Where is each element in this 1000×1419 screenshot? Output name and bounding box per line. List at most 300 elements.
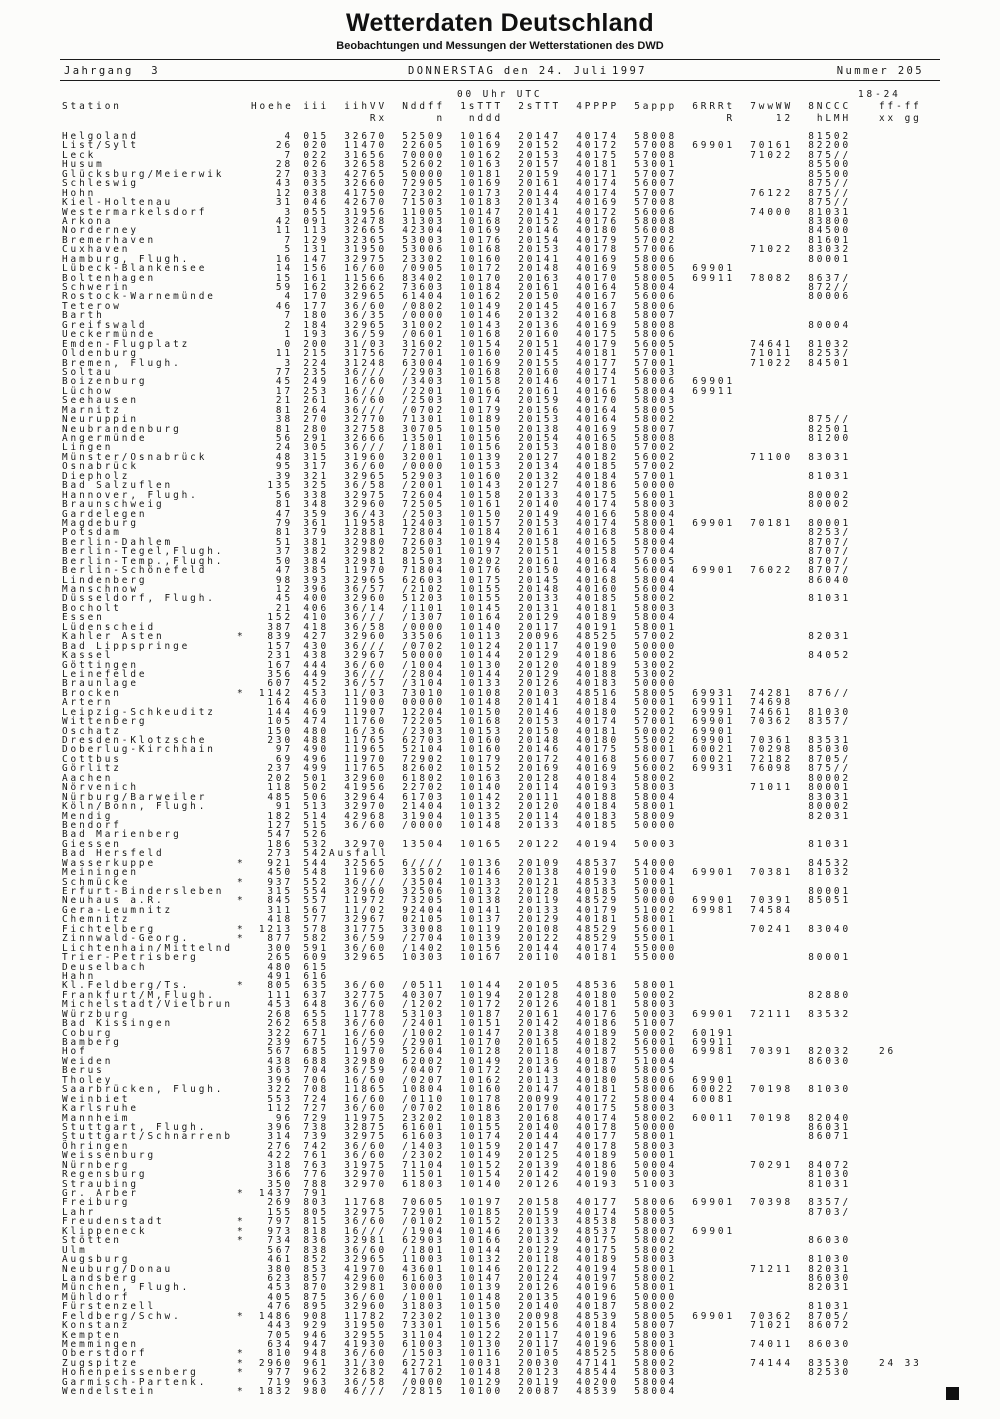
cell: 460 [303, 697, 329, 709]
cell: 72302 [402, 1310, 445, 1322]
cell: Berlin-Schönefeld [62, 565, 208, 577]
cell: 224 [303, 357, 329, 369]
cell [237, 1038, 251, 1047]
cell [851, 1331, 971, 1340]
cell: Karlsruhe [62, 1103, 139, 1115]
cell: 20160 [518, 329, 561, 341]
cell: 40177 [576, 1131, 619, 1143]
cell: 74698 [750, 697, 793, 709]
cell: 10167 [460, 952, 503, 964]
cell [851, 906, 971, 915]
cell: 56006 [634, 291, 677, 303]
cell: Lahr [62, 1206, 97, 1218]
cell: /1202 [402, 999, 445, 1011]
cell: 127 [267, 819, 293, 831]
cell: 506 [303, 791, 329, 803]
cell: 48539 [576, 1310, 619, 1322]
cell: 55000 [634, 952, 677, 964]
cell: 10160 [460, 470, 503, 482]
cell [851, 802, 971, 811]
cell: 53002 [634, 659, 677, 671]
cell: 15 [275, 272, 293, 284]
cell: 33008 [402, 923, 445, 935]
cell: Michelstadt/Vielbrun [62, 999, 233, 1011]
cell: 56002 [634, 451, 677, 463]
cell [237, 1066, 251, 1075]
cell [851, 425, 971, 434]
cell: 180 [303, 310, 329, 322]
cell [237, 1076, 251, 1085]
cell: 40177 [576, 357, 619, 369]
cell [677, 1340, 735, 1349]
cell: 40180 [576, 442, 619, 454]
cell [677, 236, 735, 245]
cell: 10170 [460, 272, 503, 284]
cell: Düsseldorf, Flugh. [62, 593, 216, 605]
header-cell: 7wwWW [750, 101, 793, 112]
cell: 020 [303, 140, 329, 152]
cell: 410 [303, 612, 329, 624]
cell: 20133 [518, 904, 561, 916]
cell: 40175 [576, 1235, 619, 1247]
cell: München, Flugh. [62, 1282, 191, 1294]
cell [677, 661, 735, 670]
cell: 10150 [460, 423, 503, 435]
cell: Hannover, Flugh. [62, 489, 199, 501]
cell: 58004 [634, 508, 677, 520]
cell [677, 189, 735, 198]
cell: 71021 [750, 1320, 793, 1332]
cell: Nürburg/Barweiler [62, 791, 208, 803]
cell: 42 [275, 215, 293, 227]
cell: 164 [267, 697, 293, 709]
cell: 845 [267, 895, 293, 907]
cell [851, 510, 971, 519]
cell: 81502 [808, 131, 851, 142]
cell: 84501 [808, 357, 851, 369]
cell [851, 368, 971, 377]
cell: Emden-Flugplatz [62, 338, 191, 350]
cell: 20136 [518, 1055, 561, 1067]
cell: 40174 [576, 716, 619, 728]
cell [851, 340, 971, 349]
cell: 10155 [460, 1121, 503, 1133]
header-cell: 12 [775, 112, 793, 124]
cell: Stötten [62, 1235, 122, 1247]
cell: 20145 [518, 300, 561, 312]
cell: Boizenburg [62, 376, 148, 388]
cell [851, 349, 971, 358]
cell [851, 236, 971, 245]
cell: 40181 [576, 952, 619, 964]
cell: 11760 [344, 716, 387, 728]
cell: 10187 [460, 1008, 503, 1020]
cell: 963 [303, 1376, 329, 1388]
cell: 69901 [692, 1008, 735, 1020]
cell: 135 [267, 480, 293, 492]
cell [677, 821, 735, 830]
cell [851, 896, 971, 905]
cell: 803 [303, 1197, 329, 1209]
cell: 40169 [576, 423, 619, 435]
cell: 21 [275, 602, 293, 614]
cell: 249 [303, 376, 329, 388]
cell: 69901 [692, 725, 735, 737]
cell: 31656 [344, 149, 387, 161]
cell [793, 1378, 851, 1387]
cell: 36/60 [344, 1216, 387, 1228]
cell: 60191 [692, 1027, 735, 1039]
cell [237, 1170, 251, 1179]
cell: 31/30 [344, 1357, 387, 1369]
cell: 72111 [750, 1008, 793, 1020]
cell: 453 [267, 1282, 293, 1294]
cell [677, 1378, 735, 1387]
cell: 58004 [634, 536, 677, 548]
cell: /1402 [402, 942, 445, 954]
cell: 20138 [518, 423, 561, 435]
cell [237, 208, 251, 217]
cell [851, 453, 971, 462]
cell: 36/59 [344, 1065, 387, 1077]
cell [735, 481, 793, 490]
cell [851, 330, 971, 339]
cell: 71022 [750, 244, 793, 256]
cell: 10172 [460, 263, 503, 275]
cell: 929 [303, 1320, 329, 1332]
cell: 58002 [634, 1112, 677, 1124]
cell: 839 [267, 631, 293, 643]
cell: 58002 [634, 1272, 677, 1284]
cell: 56003 [634, 366, 677, 378]
cell: 708 [303, 1084, 329, 1096]
cell [237, 377, 251, 386]
cell: Berus [62, 1065, 105, 1077]
cell: Lübeck-Blankensee [62, 263, 208, 275]
cell [851, 830, 971, 839]
cell: 8705/ [808, 753, 851, 765]
cell [851, 604, 971, 613]
table-row [62, 963, 1000, 972]
cell: 31 [275, 197, 293, 209]
cell: 738 [303, 1121, 329, 1133]
cell: Würzburg [62, 1008, 131, 1020]
cell: 40189 [576, 1254, 619, 1266]
cell: Memmingen [62, 1339, 139, 1350]
cell: 58001 [634, 621, 677, 633]
cell: 40188 [576, 791, 619, 803]
cell: 36/60 [344, 659, 387, 671]
cell: 10160 [460, 1084, 503, 1096]
cell: 72905 [402, 178, 445, 190]
cell: 32964 [344, 791, 387, 803]
cell [237, 717, 251, 726]
cell: 31803 [402, 1301, 445, 1313]
cell: 20153 [518, 442, 561, 454]
cell: 20132 [518, 470, 561, 482]
cell: Chemnitz [62, 914, 131, 926]
cell: 63004 [402, 357, 445, 369]
cell [735, 1227, 793, 1236]
cell: 58006 [634, 300, 677, 312]
cell: 10169 [460, 178, 503, 190]
cell: 72804 [402, 527, 445, 539]
cell: 20161 [518, 555, 561, 567]
cell [677, 396, 735, 405]
cell: 58004 [634, 574, 677, 586]
cell: 83031 [808, 791, 851, 803]
cell: 36/// [344, 640, 387, 652]
cell [561, 963, 619, 972]
cell [237, 292, 251, 301]
cell: 40164 [576, 404, 619, 416]
cell [735, 1057, 793, 1066]
cell: 61003 [402, 1339, 445, 1350]
cell: 74584 [750, 904, 793, 916]
cell: Weiden [62, 1055, 114, 1067]
cell [677, 500, 735, 509]
cell: 20134 [518, 461, 561, 473]
cell: 81503 [402, 555, 445, 567]
cell [237, 491, 251, 500]
cell: 177 [303, 300, 329, 312]
cell: 265 [267, 952, 293, 964]
cell: 10160 [460, 253, 503, 265]
cell: 32980 [344, 1055, 387, 1067]
cell: 2960 [258, 1357, 293, 1369]
cell: 20152 [518, 215, 561, 227]
cell [237, 311, 251, 320]
cell [237, 1293, 251, 1302]
cell: 20118 [518, 1254, 561, 1266]
table-row [62, 1180, 1000, 1189]
cell: 32970 [344, 801, 387, 813]
cell: 40169 [576, 763, 619, 775]
cell: 48525 [576, 1348, 619, 1360]
cell: 20140 [518, 1301, 561, 1313]
cell: 40183 [576, 810, 619, 822]
cell [677, 1151, 735, 1160]
cell: Bremerhaven [62, 234, 156, 246]
cell [735, 491, 793, 500]
cell: 40164 [576, 565, 619, 577]
cell: 553 [267, 1093, 293, 1105]
cell: Oldenburg [62, 348, 139, 360]
cell: 42968 [344, 810, 387, 822]
cell [735, 321, 793, 330]
cell [677, 1123, 735, 1132]
cell [237, 141, 251, 150]
cell: 20105 [518, 1348, 561, 1360]
cell: 85500 [808, 168, 851, 180]
cell [677, 425, 735, 434]
cell: 10168 [460, 716, 503, 728]
cell [677, 217, 735, 226]
cell: 61404 [402, 291, 445, 303]
cell [677, 434, 735, 443]
cell: 50000 [634, 819, 677, 831]
cell [793, 1217, 851, 1226]
cell [793, 661, 851, 670]
cell: /1002 [402, 1027, 445, 1039]
cell [851, 359, 971, 368]
cell: 76122 [750, 187, 793, 199]
cell: 85030 [808, 744, 851, 756]
cell: 385 [303, 565, 329, 577]
cell: 50003 [634, 838, 677, 850]
cell [851, 661, 971, 670]
cell: 86031 [808, 1121, 851, 1133]
cell [677, 670, 735, 679]
cell: /0702 [402, 640, 445, 652]
cell: 20136 [518, 319, 561, 331]
cell [237, 1029, 251, 1038]
cell: 36/60 [344, 1291, 387, 1303]
cell [735, 472, 793, 481]
cell: Konstanz [62, 1320, 131, 1332]
cell: Schmücke [62, 876, 131, 888]
cell: 58004 [634, 1376, 677, 1388]
cell: 875// [808, 149, 851, 161]
cell: 10148 [460, 1291, 503, 1303]
cell: /2102 [402, 584, 445, 595]
cell: /2001 [402, 480, 445, 492]
cell: 461 [267, 1254, 293, 1266]
cell: 40169 [576, 319, 619, 331]
cell: 50001 [634, 886, 677, 897]
cell: 40166 [576, 385, 619, 397]
cell: 20144 [518, 187, 561, 199]
cell [851, 1208, 971, 1217]
cell: 57001 [634, 716, 677, 728]
cell: Hohn [62, 187, 97, 199]
cell: 20153 [518, 414, 561, 426]
cell: 50003 [634, 1169, 677, 1181]
cell: 36/60 [344, 300, 387, 312]
cell: 58002 [634, 772, 677, 784]
cell: /2401 [402, 1018, 445, 1030]
cell: 40180 [576, 1074, 619, 1086]
cell: 58002 [634, 1235, 677, 1247]
cell: 36/60 [344, 1140, 387, 1152]
cell [793, 1019, 851, 1028]
cell: 20161 [518, 178, 561, 190]
cell: 10151 [460, 1018, 503, 1030]
cell [503, 963, 561, 972]
table-row [62, 821, 1000, 830]
cell [677, 321, 735, 330]
cell: * [237, 923, 246, 935]
cell: Landsberg [62, 1272, 139, 1284]
cell: 71100 [750, 451, 793, 463]
cell [677, 934, 735, 943]
cell [851, 764, 971, 773]
cell [851, 1085, 971, 1094]
cell [735, 425, 793, 434]
cell: 147 [303, 253, 329, 265]
cell: 32965 [344, 1254, 387, 1266]
table-row [62, 840, 1000, 849]
cell: 40169 [576, 263, 619, 275]
cell [851, 868, 971, 877]
cell: 13504 [402, 838, 445, 850]
cell: 40186 [576, 1018, 619, 1030]
cell: Neuburg/Donau [62, 1263, 174, 1275]
cell [677, 453, 735, 462]
cell: 40177 [576, 1197, 619, 1209]
header-cell: iii [303, 101, 329, 112]
cell: Stuttgart, Flugh. [62, 1121, 208, 1133]
cell: 20154 [518, 234, 561, 246]
cell: 380 [267, 1263, 293, 1275]
cell: Bad Marienberg [62, 829, 182, 841]
cell: 40197 [576, 1272, 619, 1284]
cell [237, 481, 251, 490]
cell: /1001 [402, 1291, 445, 1303]
cell [851, 406, 971, 415]
cell: 70291 [750, 1159, 793, 1171]
cell: 51003 [634, 1178, 677, 1190]
cell: Diepholz [62, 470, 131, 482]
cell [793, 1066, 851, 1075]
cell: 20129 [518, 650, 561, 662]
cell: 61603 [402, 1131, 445, 1143]
cell: 10143 [460, 480, 503, 492]
cell [851, 755, 971, 764]
cell: Osnabrück [62, 461, 139, 473]
cell: 20141 [518, 206, 561, 218]
cell: 40184 [576, 772, 619, 784]
cell: 55000 [634, 942, 677, 954]
cell: 56008 [634, 225, 677, 237]
cell: 170 [303, 291, 329, 303]
cell: 58002 [634, 414, 677, 426]
cell: /2901 [402, 1037, 445, 1048]
cell [677, 774, 735, 783]
cell: Schleswig [62, 178, 139, 190]
cell: 637 [303, 989, 329, 1001]
cell [237, 387, 251, 396]
cell: 10194 [460, 536, 503, 548]
cell: 20128 [518, 886, 561, 897]
cell: 112 [267, 1103, 293, 1115]
cell: 36/60 [344, 942, 387, 954]
cell: 10149 [460, 1055, 503, 1067]
cell [735, 1029, 793, 1038]
cell: 31602 [402, 338, 445, 350]
cell: 215 [303, 348, 329, 360]
cell: 60011 [692, 1112, 735, 1124]
cell: 20163 [518, 272, 561, 284]
cell: 57002 [634, 461, 677, 473]
cell [735, 406, 793, 415]
cell: 76098 [750, 763, 793, 775]
cell [735, 963, 793, 972]
cell: Garmisch-Partenk. [62, 1376, 208, 1388]
cell: 40180 [576, 989, 619, 1001]
cell [237, 1047, 251, 1056]
cell: 20109 [518, 857, 561, 869]
cell [851, 292, 971, 301]
cell [735, 217, 793, 226]
cell: 10158 [460, 489, 503, 501]
cell: 616 [303, 970, 329, 982]
cell: 491 [267, 970, 293, 982]
cell [735, 415, 793, 424]
cell: 10136 [460, 857, 503, 869]
cell: 56004 [634, 584, 677, 595]
cell: 58007 [634, 1320, 677, 1332]
